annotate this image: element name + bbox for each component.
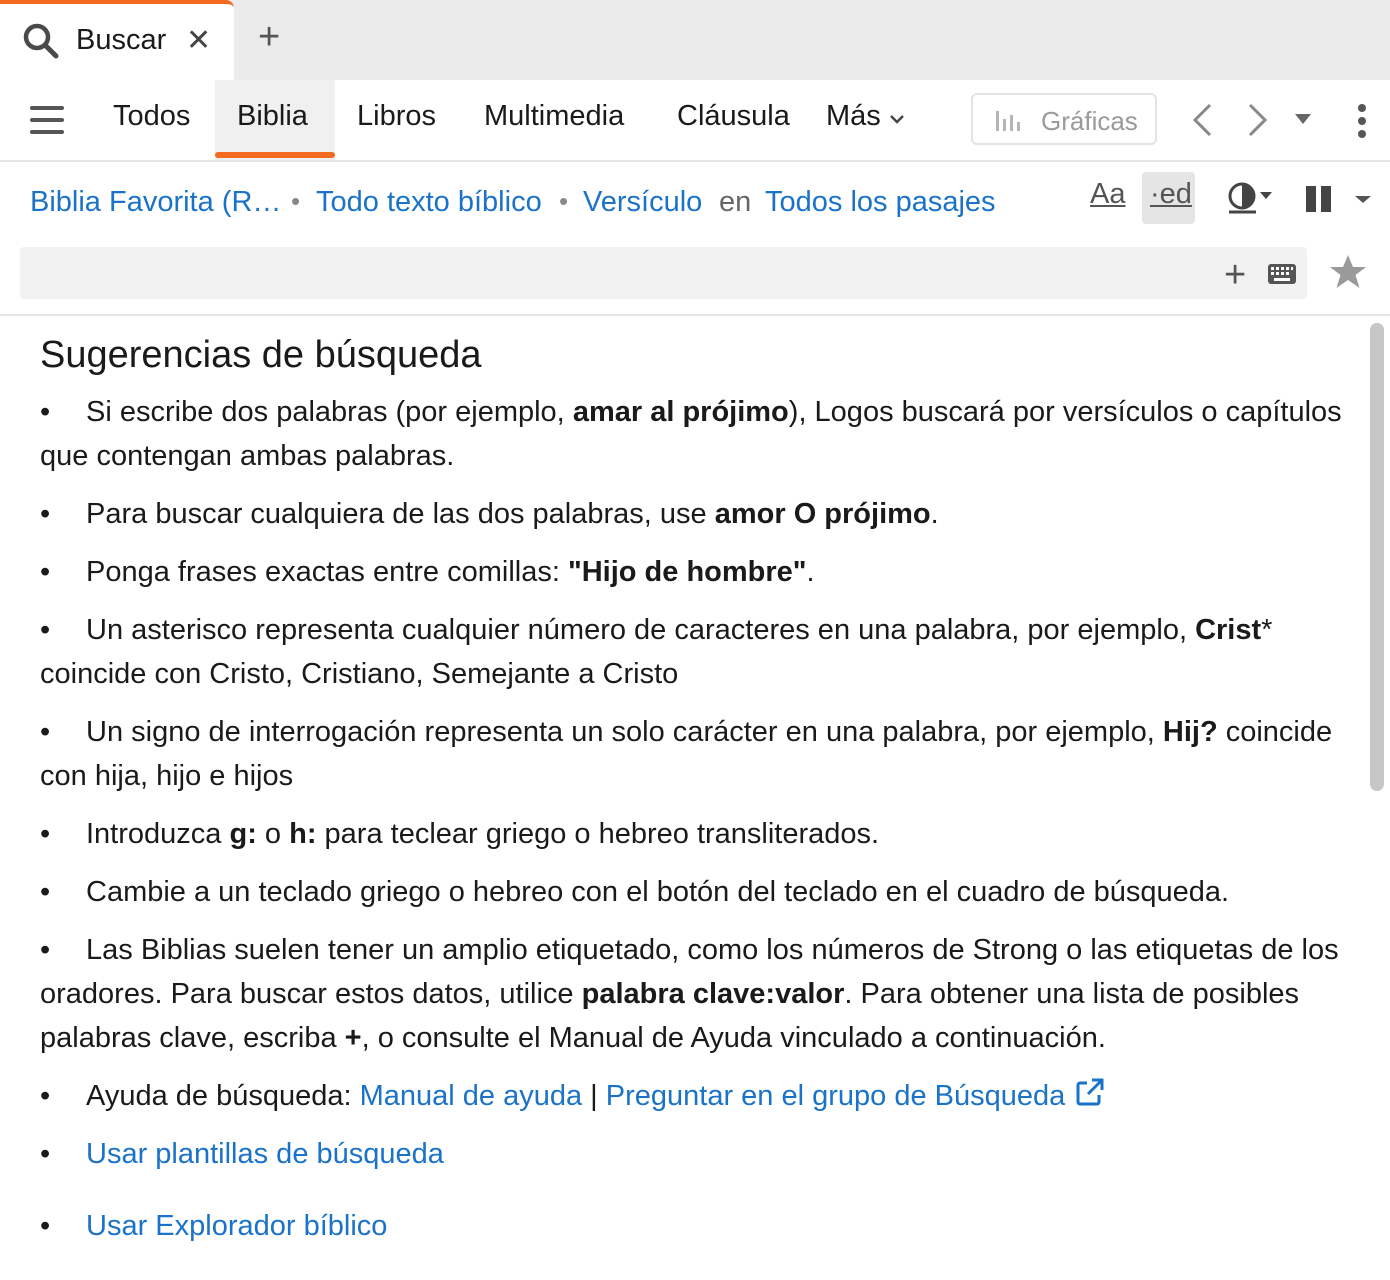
tip-item	[40, 1074, 1360, 1118]
tip-text: para teclear griego o hebreo transliterados.	[316, 818, 880, 850]
forward-arrow-icon[interactable]	[1246, 102, 1270, 138]
tip-item	[40, 1132, 1360, 1176]
tip-text: .	[806, 556, 815, 588]
tab-multimedia[interactable]: Multimedia	[484, 100, 625, 132]
tip-text: Ayuda de búsqueda:	[86, 1080, 360, 1112]
search-templates-link[interactable]: Usar plantillas de búsqueda	[86, 1138, 444, 1170]
tip-item	[40, 812, 1360, 856]
scrollbar[interactable]	[1370, 323, 1384, 791]
tip-item	[40, 608, 1360, 696]
search-panel	[0, 80, 1390, 1280]
tab-mas[interactable]: Más	[826, 100, 881, 132]
tip-item	[40, 928, 1360, 1060]
tip-text: ), Logos buscará por versículos o capítulos que contengan ambas palabras.	[40, 396, 1342, 472]
tip-text: Para buscar cualquiera de las dos palabras, use	[86, 498, 715, 530]
bullet: •	[40, 396, 51, 428]
tab-clausula[interactable]: Cláusula	[677, 100, 790, 132]
separator-dot: •	[559, 186, 569, 216]
tip-item	[40, 390, 1360, 478]
new-tab-plus-icon[interactable]: +	[258, 16, 281, 58]
tip-example: g:	[229, 818, 257, 850]
history-dropdown-icon[interactable]	[1294, 113, 1312, 125]
tip-example: amar al prójimo	[572, 396, 789, 428]
tips-heading: Sugerencias de búsqueda	[40, 334, 482, 376]
columns-icon[interactable]	[1305, 182, 1385, 214]
close-icon[interactable]: ✕	[186, 24, 212, 57]
search-group-link[interactable]: Preguntar en el grupo de Búsqueda	[605, 1080, 1066, 1112]
unit-selector[interactable]: Versículo	[583, 186, 703, 218]
star-icon[interactable]	[1329, 253, 1367, 291]
help-manual-link[interactable]: Manual de ayuda	[359, 1080, 583, 1112]
tip-item	[40, 550, 1360, 594]
search-icon	[22, 22, 60, 60]
tip-text: Cambie a un teclado griego o hebreo con el botón del teclado en el cuadro de búsqueda.	[86, 876, 1230, 908]
tips-list	[40, 390, 1360, 1248]
external-link-icon[interactable]	[1075, 1077, 1105, 1107]
add-term-plus-icon[interactable]: +	[1224, 254, 1247, 296]
editions-toggle[interactable]	[1142, 172, 1195, 224]
chevron-down-icon[interactable]	[888, 110, 906, 128]
search-input[interactable]	[20, 247, 1307, 299]
tip-item	[40, 870, 1360, 914]
tip-text: , o consulte el Manual de Ayuda vinculado a continuación.	[361, 1022, 1106, 1054]
tip-example: Crist	[1195, 614, 1262, 646]
bullet: •	[40, 498, 51, 530]
tab-libros[interactable]: Libros	[357, 100, 436, 132]
tab-buscar[interactable]	[0, 0, 234, 80]
tip-text: Un signo de interrogación representa un solo carácter en una palabra, por ejemplo,	[86, 716, 1163, 748]
tip-text: coincide con hija, hijo e hijos	[40, 716, 1333, 792]
bullet: •	[40, 934, 51, 966]
bullet: •	[40, 1138, 51, 1170]
tip-example: h:	[289, 818, 317, 850]
keyboard-icon[interactable]	[1268, 264, 1296, 284]
tip-text: Si escribe dos palabras (por ejemplo,	[86, 396, 573, 428]
tip-text: o	[256, 818, 290, 850]
tip-example: Hij?	[1162, 716, 1218, 748]
bullet: •	[40, 716, 51, 748]
bullet: •	[40, 1210, 51, 1242]
font-size-button[interactable]: Aa	[1090, 178, 1126, 210]
bullet: •	[40, 818, 51, 850]
tab-todos[interactable]: Todos	[113, 100, 191, 132]
tip-example: +	[344, 1022, 362, 1054]
active-tab-indicator	[215, 152, 335, 158]
bullet: •	[40, 876, 51, 908]
bullet: •	[40, 1080, 51, 1112]
bible-selector[interactable]: Biblia Favorita (R…	[30, 186, 282, 218]
tip-example: amor O prójimo	[714, 498, 931, 530]
scope-connector: en	[719, 186, 752, 218]
tip-example: palabra clave:valor	[581, 978, 845, 1010]
tip-text: Un asterisco representa cualquier número de caracteres en una palabra, por ejemplo,	[86, 614, 1196, 646]
passage-range-selector[interactable]: Todos los pasajes	[765, 186, 996, 218]
tip-example: "Hijo de hombre"	[567, 556, 807, 588]
tip-item	[40, 1204, 1360, 1248]
visual-filter-icon[interactable]	[1226, 180, 1278, 216]
tip-text: Introduzca	[86, 818, 230, 850]
tip-item	[40, 710, 1360, 798]
tip-text: .	[930, 498, 939, 530]
tip-item	[40, 492, 1360, 536]
charts-button[interactable]	[971, 93, 1157, 145]
tip-text: . Para obtener una lista de posibles palabras clave, escriba	[40, 978, 1300, 1054]
bible-browser-link[interactable]: Usar Explorador bíblico	[86, 1210, 388, 1242]
search-kind-nav	[0, 80, 1390, 162]
menu-icon[interactable]	[30, 106, 64, 134]
back-arrow-icon[interactable]	[1190, 102, 1214, 138]
tab-label: Buscar	[76, 24, 167, 56]
tip-text: * coincide con Cristo, Cristiano, Semejante a Cristo	[40, 614, 1273, 690]
divider	[0, 314, 1390, 316]
bullet: •	[40, 614, 51, 646]
charts-label: Gráficas	[1041, 106, 1138, 136]
bar-chart-icon	[995, 109, 1025, 133]
tab-biblia[interactable]: Biblia	[237, 100, 308, 132]
editions-label: ·ed	[1150, 178, 1192, 210]
text-scope-selector[interactable]: Todo texto bíblico	[316, 186, 542, 218]
tab-strip	[0, 0, 1390, 80]
search-tips	[40, 330, 1360, 1262]
more-options-icon[interactable]	[1356, 104, 1368, 138]
separator-dot: •	[291, 186, 301, 216]
tip-text: Ponga frases exactas entre comillas:	[86, 556, 568, 588]
link-separator: |	[582, 1080, 606, 1112]
tip-text: Las Biblias suelen tener un amplio etiquetado, como los números de Strong o las etiquetas de los oradores. Para buscar estos datos, utilice	[40, 934, 1339, 1010]
bullet: •	[40, 556, 51, 588]
